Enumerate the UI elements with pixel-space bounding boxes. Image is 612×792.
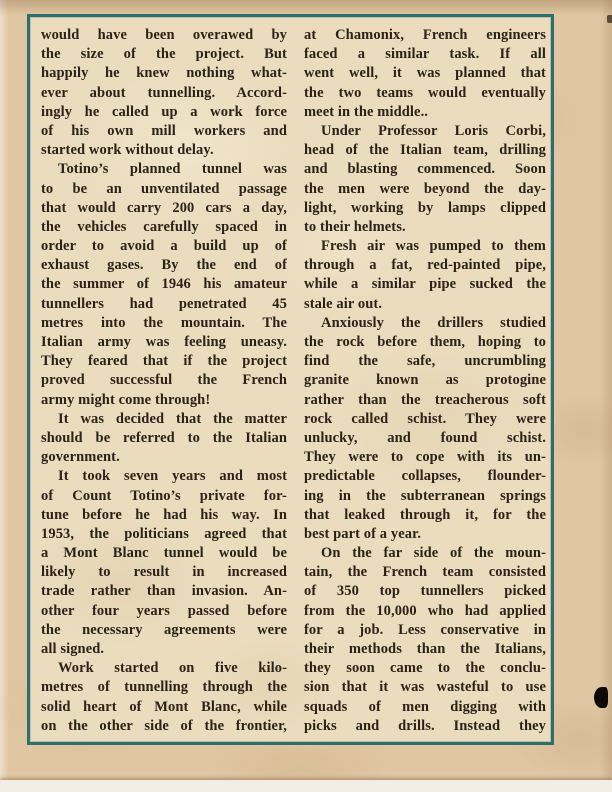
text-line: of Count Totino’s private for- (41, 487, 287, 504)
text-line: tunnellers had penetrated 45 (41, 295, 287, 312)
text-line: It was decided that the matter (58, 410, 287, 427)
text-line: predictable collapses, flounder- (304, 468, 546, 485)
text-line: from the 10,000 who had applied (304, 602, 546, 619)
text-line: the rock before them, hoping to (304, 334, 546, 350)
text-line: Work started on five kilo- (58, 660, 287, 677)
text-line: It took seven years and most (58, 468, 287, 485)
text-line: to their helmets. (304, 218, 406, 235)
text-line: metres into the mountain. The (41, 314, 287, 331)
text-line: the summer of 1946 his amateur (41, 276, 287, 293)
text-line: tain, the French team consisted (304, 564, 546, 581)
paragraph (41, 410, 287, 468)
text-line: rather than the treacherous soft (304, 391, 546, 408)
text-line: would have been overawed by (41, 27, 287, 43)
text-line: the necessary agreements were (41, 621, 287, 638)
text-line: for a job. Less conservative in (304, 621, 546, 638)
paragraph (304, 237, 546, 314)
text-line: Under Professor Loris Corbi, (321, 122, 546, 139)
paragraph (41, 659, 287, 736)
page-edge (0, 780, 612, 792)
paragraph (304, 26, 546, 122)
text-line: order to avoid a build up of (41, 238, 287, 255)
paragraph (304, 314, 546, 544)
text-line: all signed. (41, 641, 105, 657)
text-line: metres of tunnelling through the (41, 679, 287, 696)
paragraph (41, 26, 287, 160)
text-line: proved successful the French (41, 372, 287, 389)
text-line: Italian army was feeling uneasy. (41, 334, 287, 350)
text-line: They feared that if the project (41, 353, 287, 370)
text-line: that would carry 200 cars a day, (41, 199, 287, 216)
text-line: rock called schist. They were (304, 410, 546, 427)
text-line: government. (41, 449, 120, 466)
text-line: likely to result in increased (41, 564, 287, 581)
text-line: granite known as protogine (304, 372, 546, 389)
text-line: Totino’s planned tunnel was (58, 161, 287, 178)
text-line: through a fat, red-painted pipe, (304, 257, 546, 274)
text-line: started work without delay. (41, 142, 214, 159)
page-frame (27, 14, 554, 745)
text-line: faced a similar task. If all (304, 46, 546, 63)
text-line: light, working by lamps clipped (304, 199, 546, 216)
text-line: of 350 top tunnellers picked (304, 583, 546, 600)
text-line: should be referred to the Italian (41, 429, 287, 446)
paragraph (41, 467, 287, 659)
text-line: the men were beyond the day- (304, 180, 546, 197)
text-line: they soon came to the conclu- (304, 660, 546, 677)
text-line: their methods than the Italians, (304, 641, 546, 657)
text-line: at Chamonix, French engineers (304, 27, 546, 43)
text-line: best part of a year. (304, 525, 422, 542)
text-line: while a similar pipe sucked the (304, 276, 546, 293)
paragraph (41, 160, 287, 409)
text-line: the two teams would eventually (304, 84, 546, 101)
text-line: the vehicles carefully spaced in (41, 218, 287, 235)
text-line: find the safe, uncrumbling (304, 353, 546, 370)
text-line: went well, it was planned that (304, 65, 546, 82)
text-line: stale air out. (304, 295, 383, 312)
text-line: trade rather than invasion. An- (41, 583, 287, 600)
text-line: ever about tunnelling. Accord- (41, 84, 287, 101)
text-line: meet in the middle.. (304, 103, 429, 120)
paragraph (304, 544, 546, 736)
text-line: head of the Italian team, drilling (304, 142, 546, 159)
text-column-left (41, 26, 287, 742)
text-line: unlucky, and found schist. (304, 429, 546, 446)
text-line: They were to cope with its un- (304, 449, 546, 466)
text-line: Anxiously the drillers studied (321, 314, 546, 331)
text-line: On the far side of the moun- (321, 545, 546, 562)
text-line: solid heart of Mont Blanc, while (41, 698, 287, 715)
text-line: that leaked through it, for the (304, 506, 546, 523)
text-line: on the other side of the frontier, (41, 717, 287, 734)
text-line: exhaust gases. By the end of (41, 257, 287, 274)
paragraph (304, 122, 546, 237)
text-line: picks and drills. Instead they (304, 717, 546, 734)
text-line: other four years passed before (41, 602, 287, 619)
text-line: happily he knew nothing what- (41, 65, 287, 82)
text-line: 1953, the politicians agreed that (41, 525, 287, 542)
text-line: and blasting commenced. Soon (304, 161, 546, 178)
text-line: a Mont Blanc tunnel would be (41, 545, 287, 562)
text-line: army might come through! (41, 391, 211, 408)
text-line: squads of men digging with (304, 698, 546, 715)
text-line: of his own mill workers and (41, 122, 287, 139)
ink-blot (594, 687, 608, 708)
text-line: ingly he called up a work force (41, 103, 287, 120)
text-line: sion that it was wasteful to use (304, 679, 546, 696)
text-line: the size of the project. But (41, 46, 287, 63)
text-line: Fresh air was pumped to them (321, 238, 546, 255)
text-column-right (304, 26, 546, 742)
paper-speck (607, 15, 612, 23)
text-line: ing in the subterranean springs (304, 487, 546, 504)
text-line: tune before he had his way. In (41, 506, 287, 523)
text-line: to be an unventilated passage (41, 180, 287, 197)
